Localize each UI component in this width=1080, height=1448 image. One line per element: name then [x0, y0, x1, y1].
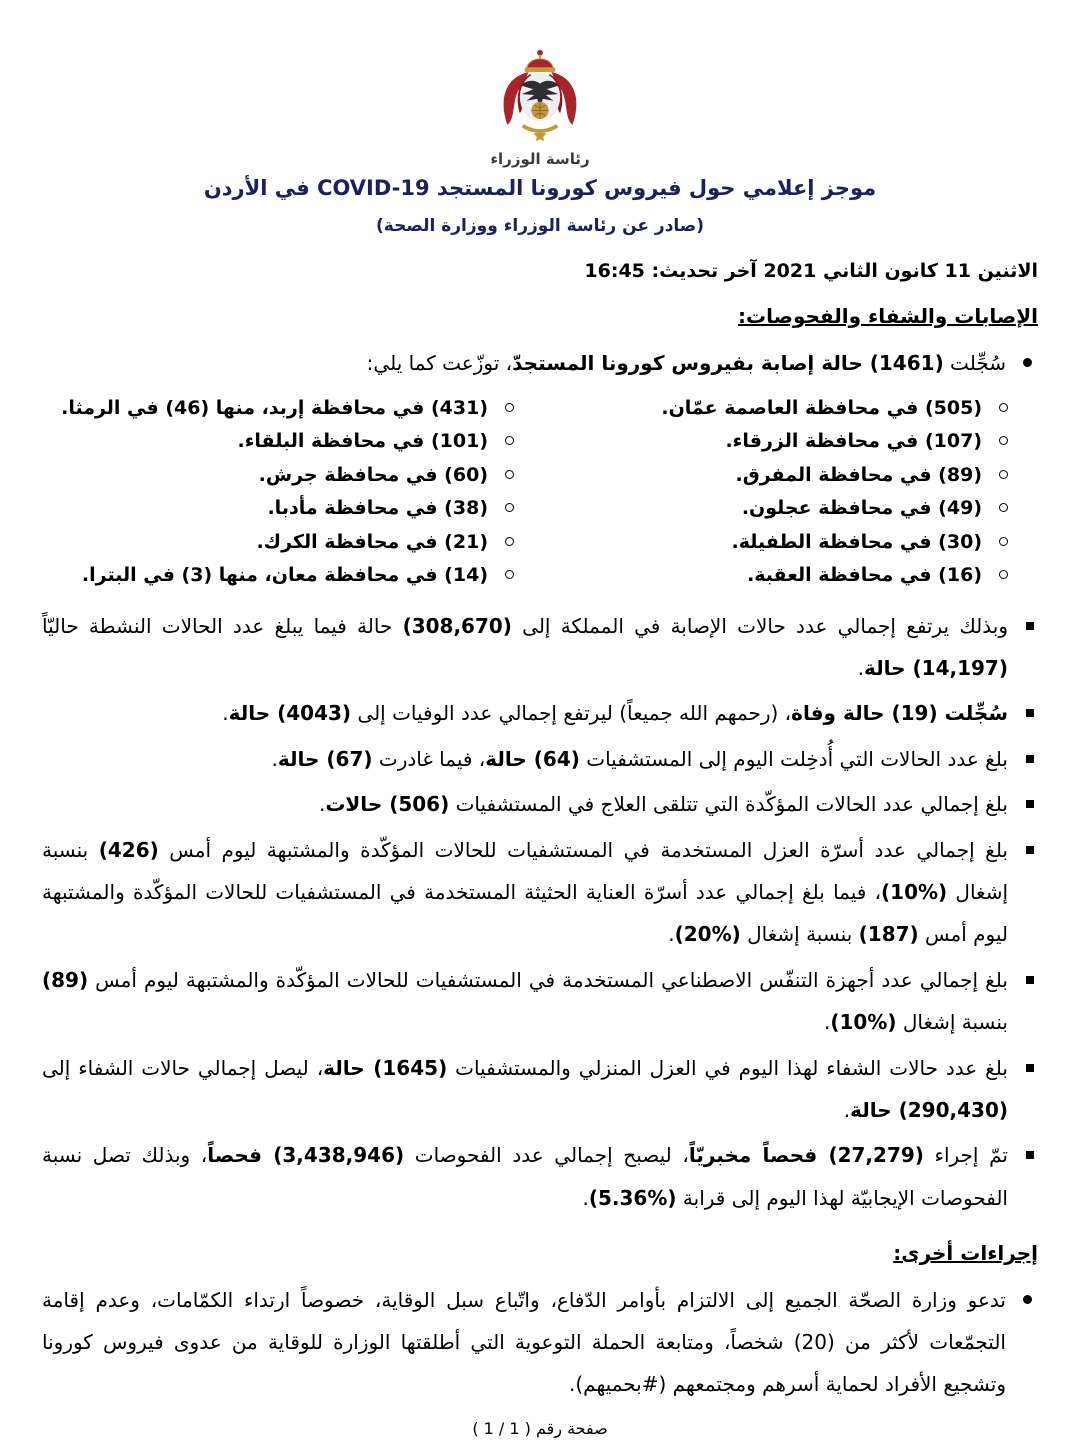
- governorate-text: (89) في محافظة المفرق.: [735, 463, 982, 486]
- cases-intro-text: سُجِّلت (1461) حالة إصابة بفيروس كورونا المستجدّ، توزّعت كما يلي:: [366, 351, 1006, 375]
- circle-bullet-icon: [505, 570, 514, 579]
- circle-bullet-icon: [999, 436, 1008, 445]
- other-procedures-list: [42, 1279, 1038, 1405]
- stat-item: [42, 783, 1038, 825]
- circle-bullet-icon: [505, 470, 514, 479]
- circle-bullet-icon: [505, 403, 514, 412]
- governorate-text: (30) في محافظة الطفيلة.: [731, 530, 982, 553]
- governorate-text: (101) في محافظة البلقاء.: [237, 430, 488, 453]
- square-bullet-icon: [1026, 976, 1034, 984]
- circle-bullet-icon: [999, 537, 1008, 546]
- governorate-text: (431) في محافظة إربد، منها (46) في الرمثا.: [61, 397, 488, 419]
- square-bullet-icon: [1026, 1151, 1034, 1159]
- square-bullet-icon: [1026, 755, 1034, 763]
- governorate-item: [536, 392, 1012, 425]
- date-line: الاثنين 11 كانون الثاني 2021 آخر تحديث: 16:45: [584, 260, 1038, 282]
- governorate-item: [42, 492, 518, 525]
- page-title: موجز إعلامي حول فيروس كورونا المستجد COVID-19 في الأردن: [203, 176, 877, 200]
- square-bullet-icon: [1026, 622, 1034, 630]
- disc-bullet-icon: [1023, 358, 1032, 367]
- governorate-text: (49) في محافظة عجلون.: [741, 497, 982, 520]
- section-heading-cases: الإصابات والشفاء والفحوصات:: [738, 304, 1038, 328]
- circle-bullet-icon: [999, 570, 1008, 579]
- other-procedure-text: تدعو وزارة الصحّة الجميع إلى الالتزام بأوامر الدّفاع، واتّباع سبل الوقاية، خصوصاً ارتداء الكمّامات، وعدم إقامة التجمّعات لأكثر من (20) شخصاً، ومتابعة الحملة التوعوية التي أطلقتها الوزارة للوقاية من عدوى فيروس كورونا وتشجيع الأفراد لحماية أسرهم ومجتمعهم (#بحميهم).: [42, 1288, 1006, 1397]
- stat-text: وبذلك يرتفع إجمالي عدد حالات الإصابة في المملكة إلى (308,670) حالة فيما يبلغ عدد الحالات النشطة حاليّاً (14,197) حالة.: [42, 613, 1008, 681]
- circle-bullet-icon: [505, 436, 514, 445]
- governorate-item: [42, 526, 518, 559]
- circle-bullet-icon: [999, 503, 1008, 512]
- other-procedure-item: [42, 1279, 1038, 1405]
- governorate-text: (21) في محافظة الكرك.: [256, 530, 488, 553]
- circle-bullet-icon: [505, 503, 514, 512]
- circle-bullet-icon: [999, 470, 1008, 479]
- header-logo-block: [42, 48, 1038, 168]
- logo-caption: رئاسة الوزراء: [490, 150, 590, 168]
- stat-item: [42, 605, 1038, 690]
- stat-text: تمّ إجراء (27,279) فحصاً مخبريّاً، ليصبح إجمالي عدد الفحوصات (3,438,946) فحصاً، وبذلك تصل نسبة الفحوصات الإيجابيّة لهذا اليوم إلى قرابة (%5.36).: [42, 1143, 1008, 1210]
- stat-text: بلغ إجمالي عدد أسرّة العزل المستخدمة في المستشفيات للحالات المؤكّدة والمشتبهة ليوم أمس (426) بنسبة إشغال (%10)، فيما بلغ إجمالي عدد أسرّة العناية الحثيثة المستخدمة في المستشفيات للحالات المؤكّدة والمشتبهة ليوم أمس (187) بنسبة إشغال (%20).: [42, 837, 1009, 947]
- governorate-item: [42, 459, 518, 492]
- square-bullet-icon: [1026, 800, 1034, 808]
- stat-item: [42, 959, 1038, 1044]
- page-subtitle: (صادر عن رئاسة الوزراء ووزارة الصحة): [376, 216, 704, 236]
- square-bullet-icon: [1026, 709, 1034, 717]
- governorate-text: (107) في محافظة الزرقاء.: [725, 430, 982, 453]
- governorate-item: [42, 392, 518, 425]
- governorate-item: [536, 492, 1012, 525]
- section-heading-other: إجراءات أخرى:: [893, 1241, 1038, 1266]
- stat-item: [42, 738, 1038, 780]
- stat-text: سُجِّلت (19) حالة وفاة، (رحمهم الله جميعاً) ليرتفع إجمالي عدد الوفيات إلى (4043) حالة.: [222, 701, 1008, 726]
- disc-bullet-icon: [1023, 1295, 1032, 1304]
- circle-bullet-icon: [505, 537, 514, 546]
- stat-item: [42, 1047, 1038, 1132]
- circle-bullet-icon: [999, 403, 1008, 412]
- stat-item: [42, 1134, 1038, 1219]
- governorate-item: [42, 425, 518, 458]
- governorate-text: (505) في محافظة العاصمة عمّان.: [661, 397, 982, 419]
- governorates-list: [42, 392, 1038, 593]
- governorate-text: (60) في محافظة جرش.: [258, 463, 488, 486]
- governorate-item: [536, 425, 1012, 458]
- jordan-coat-of-arms-icon: [477, 48, 603, 144]
- square-bullet-icon: [1026, 1064, 1034, 1072]
- governorate-item: [536, 526, 1012, 559]
- governorate-text: (38) في محافظة مأدبا.: [267, 497, 488, 520]
- governorate-text: (14) في محافظة معان، منها (3) في البترا.: [81, 564, 488, 587]
- stat-text: بلغ عدد حالات الشفاء لهذا اليوم في العزل المنزلي والمستشفيات (1645) حالة، ليصل إجمالي حالات الشفاء إلى (290,430) حالة.: [42, 1055, 1008, 1122]
- square-bullet-icon: [1026, 846, 1034, 854]
- governorate-item: [42, 559, 518, 592]
- cases-intro-item: [42, 342, 1038, 384]
- governorate-text: (16) في محافظة العقبة.: [747, 564, 982, 587]
- statistics-list: [42, 605, 1038, 1219]
- governorate-item: [536, 559, 1012, 592]
- stat-text: بلغ إجمالي عدد أجهزة التنفّس الاصطناعي المستخدمة في المستشفيات للحالات المؤكّدة والمشتبهة ليوم أمس (89) بنسبة إشغال (%10).: [42, 967, 1008, 1035]
- stat-text: بلغ عدد الحالات التي أُدخِلت اليوم إلى المستشفيات (64) حالة، فيما غادرت (67) حالة.: [271, 746, 1008, 771]
- stat-item: [42, 692, 1038, 734]
- governorate-item: [536, 459, 1012, 492]
- page-number-label: صفحة رقم ( 1 / 1 ): [472, 1419, 608, 1439]
- stat-text: بلغ إجمالي عدد الحالات المؤكّدة التي تتلقى العلاج في المستشفيات (506) حالات.: [318, 792, 1008, 817]
- stat-item: [42, 829, 1038, 956]
- cases-intro-list: [42, 342, 1038, 384]
